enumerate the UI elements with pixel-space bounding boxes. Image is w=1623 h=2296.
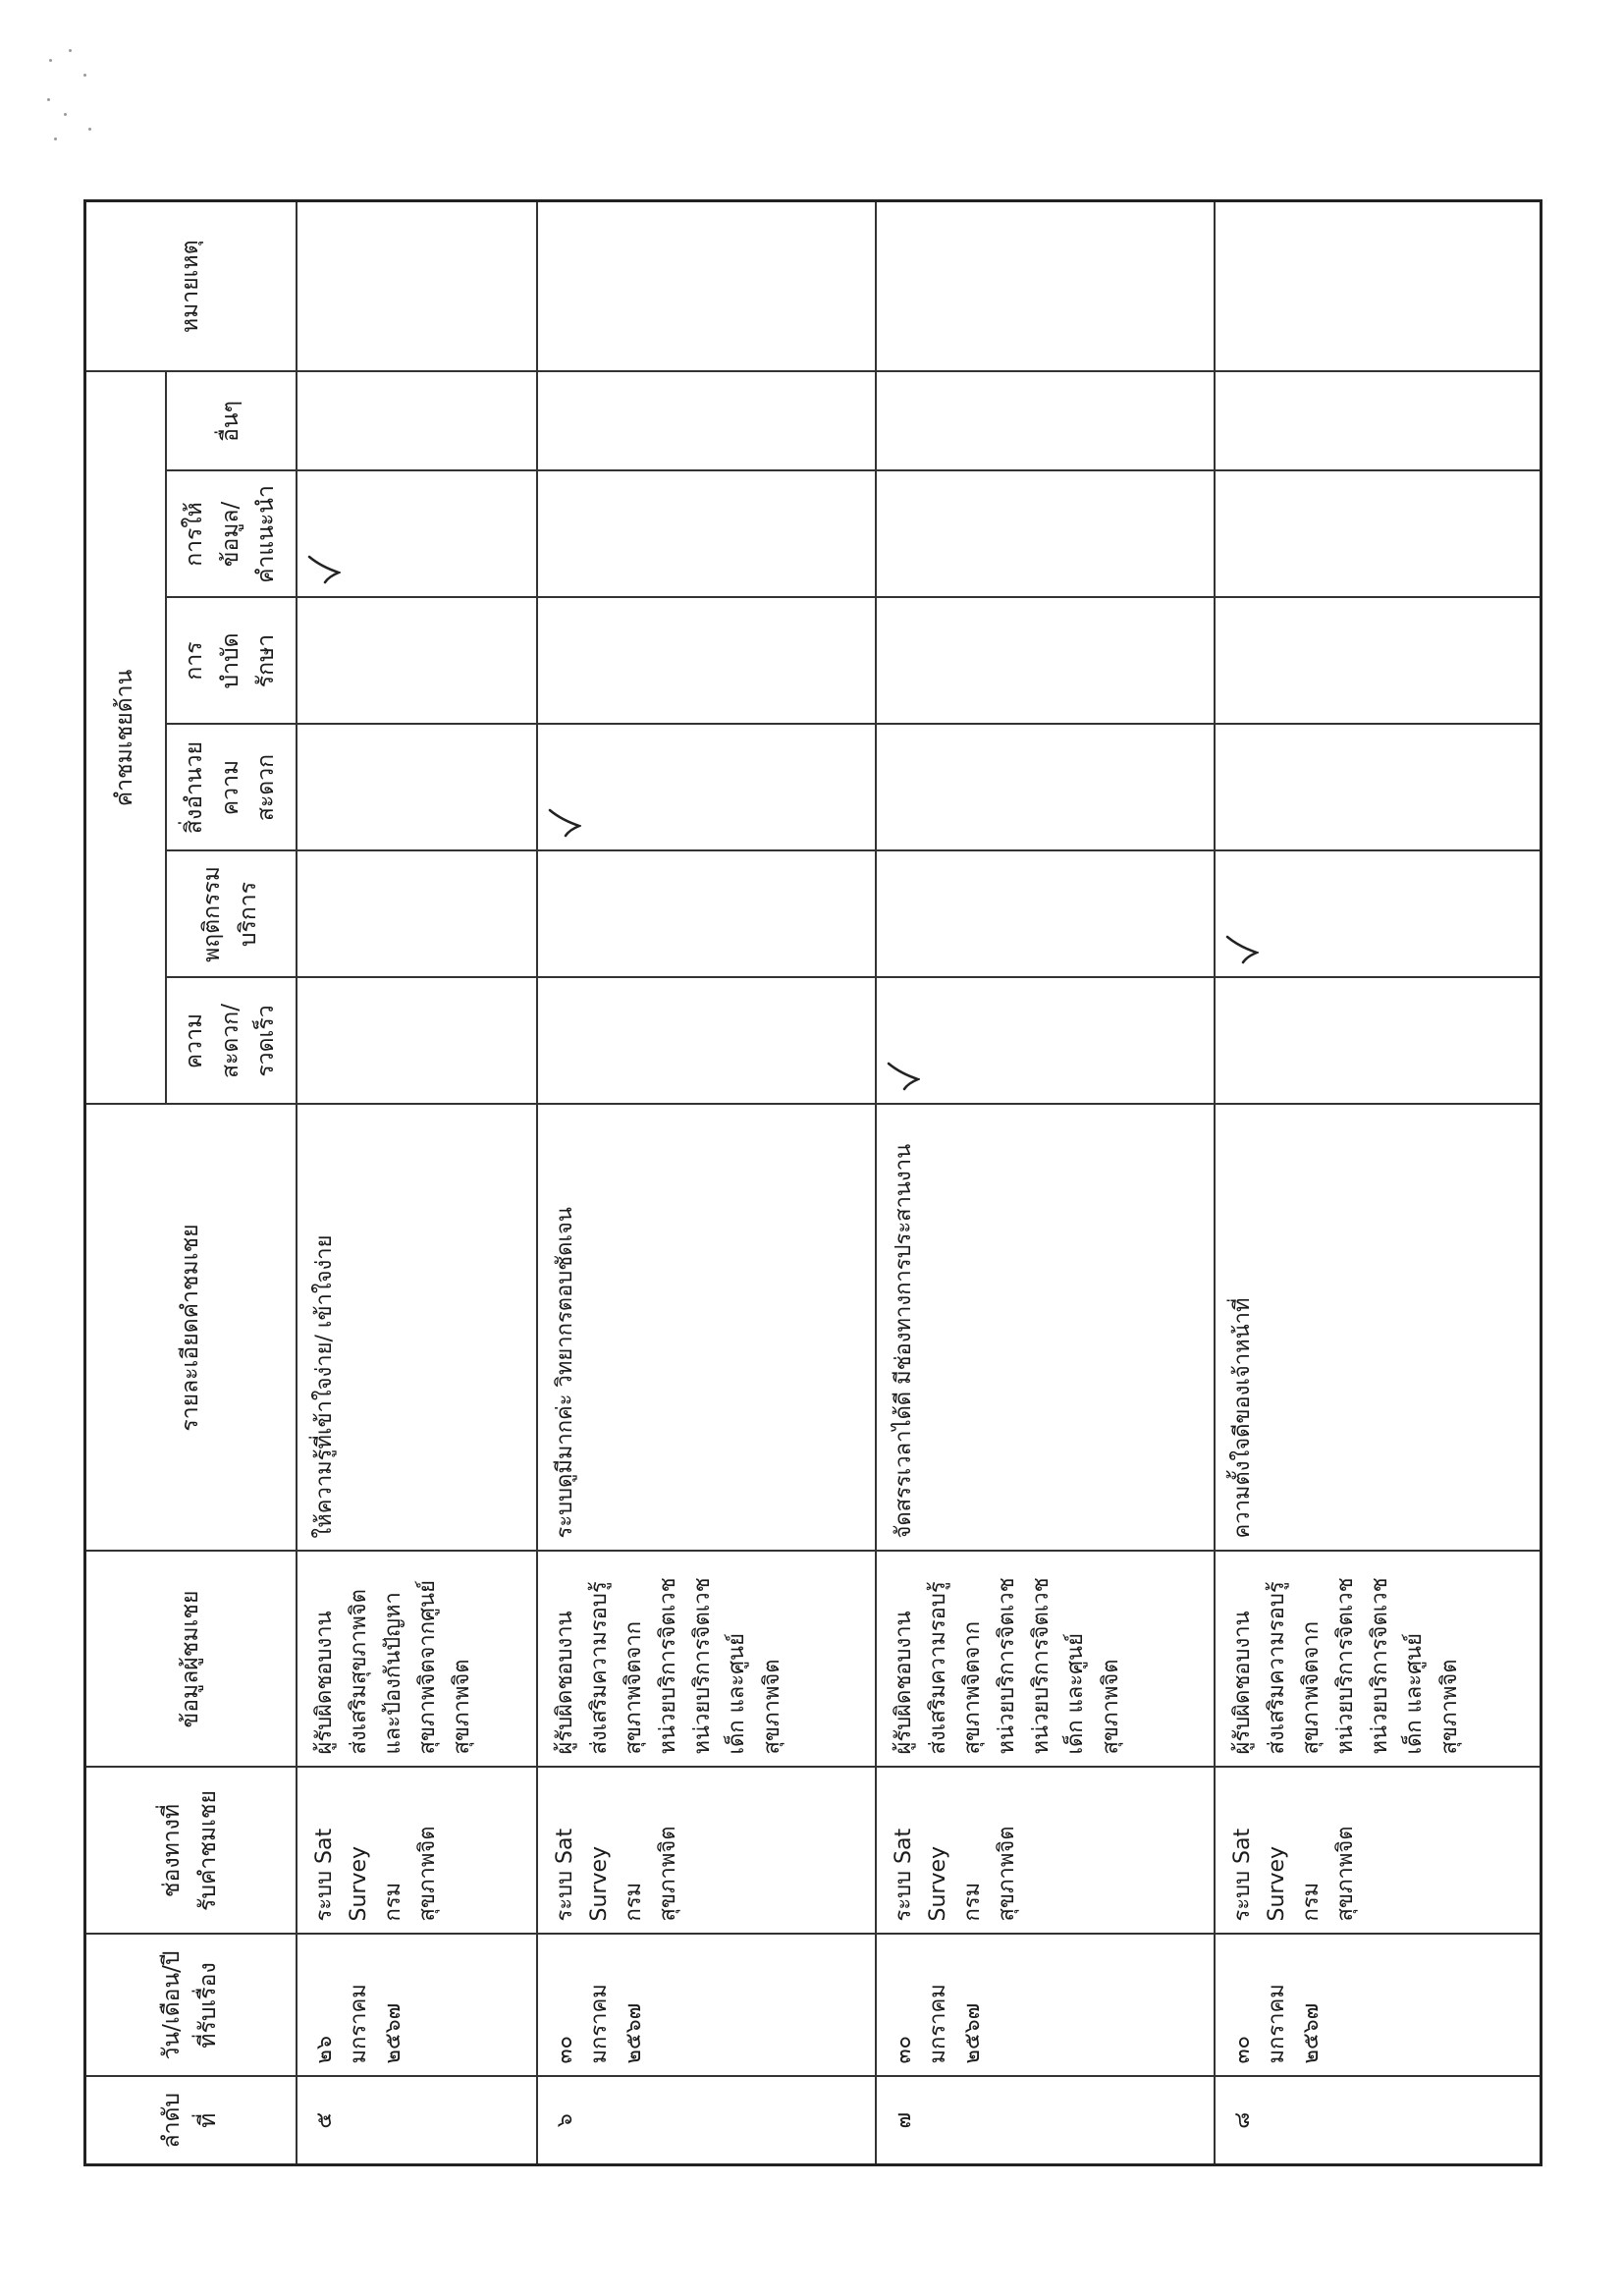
check-cell [1215, 851, 1542, 978]
check-cell [876, 471, 1215, 598]
check-cell [1215, 371, 1542, 470]
check-cell [297, 978, 537, 1105]
check-cell [1215, 978, 1542, 1105]
row-detail: ความตั้งใจดีของเจ้าหน้าที่ [1215, 1105, 1542, 1552]
compliment-table [83, 199, 1542, 2166]
row-number: ๕ [297, 2077, 537, 2165]
row-remark [297, 200, 537, 371]
row-date: ๓๐ มกราคม ๒๕๖๗ [537, 1935, 876, 2077]
row-complimenter-info: ผู้รับผิดชอบงาน ส่งเสริมสุขภาพจิต และป้องกันปัญหา สุขภาพจิตจากศูนย์ สุขภาพจิต [297, 1552, 537, 1768]
checkmark-icon [548, 809, 581, 839]
table-row [537, 200, 876, 2164]
row-complimenter-info: ผู้รับผิดชอบงาน ส่งเสริมความรอบรู้ สุขภาพจิตจาก หน่วยบริการจิตเวช หน่วยบริการจิตเวช เด็ก และศูนย์ สุขภาพจิต [537, 1552, 876, 1768]
row-date: ๓๐ มกราคม ๒๕๖๗ [876, 1935, 1215, 2077]
header-sub-facilities: สิ่งอำนวย ความ สะดวก [166, 725, 297, 851]
check-cell [537, 471, 876, 598]
row-remark [876, 200, 1215, 371]
checkmark-icon [887, 1063, 920, 1092]
check-cell [537, 978, 876, 1105]
table-row [876, 200, 1215, 2164]
row-number: ๗ [876, 2077, 1215, 2165]
header-channel: ช่องทางที่ รับคำชมเชย [85, 1768, 297, 1935]
checkmark-icon [307, 556, 341, 585]
check-cell [297, 851, 537, 978]
check-cell [297, 471, 537, 598]
row-detail: ให้ความรู้ที่เข้าใจง่าย/ เข้าใจง่าย [297, 1105, 537, 1552]
check-cell [876, 851, 1215, 978]
check-cell [297, 371, 537, 470]
row-complimenter-info: ผู้รับผิดชอบงาน ส่งเสริมความรอบรู้ สุขภาพจิตจาก หน่วยบริการจิตเวช หน่วยบริการจิตเวช เด็ก และศูนย์ สุขภาพจิต [1215, 1552, 1542, 1768]
header-sub-convenience: ความ สะดวก/ รวดเร็ว [166, 978, 297, 1105]
row-remark [537, 200, 876, 371]
check-cell [537, 371, 876, 470]
header-compliment-group: คำชมเชยด้าน [85, 371, 166, 1104]
row-channel: ระบบ Sat Survey กรม สุขภาพจิต [297, 1768, 537, 1935]
check-cell [297, 598, 537, 725]
row-remark [1215, 200, 1542, 371]
header-detail: รายละเอียดคำชมเชย [85, 1105, 297, 1552]
row-number: ๘ [1215, 2077, 1542, 2165]
table-row [297, 200, 537, 2164]
rotated-table-wrapper [83, 202, 1525, 2166]
header-info: ข้อมูลผู้ชมเชย [85, 1552, 297, 1768]
check-cell [537, 598, 876, 725]
row-date: ๓๐ มกราคม ๒๕๖๗ [1215, 1935, 1542, 2077]
header-sub-treatment: การ บำบัดรักษา [166, 598, 297, 725]
row-date: ๒๖ มกราคม ๒๕๖๗ [297, 1935, 537, 2077]
header-sub-other: อื่นๆ [166, 371, 297, 470]
row-detail: จัดสรรเวลาได้ดี มีช่องทางการประสานงาน [876, 1105, 1215, 1552]
row-channel: ระบบ Sat Survey กรม สุขภาพจิต [876, 1768, 1215, 1935]
header-remark: หมายเหตุ [85, 200, 297, 371]
header-sub-service-behavior: พฤติกรรม บริการ [166, 851, 297, 978]
scan-specks [39, 39, 108, 147]
check-cell [297, 725, 537, 851]
check-cell [876, 978, 1215, 1105]
check-cell [537, 851, 876, 978]
row-channel: ระบบ Sat Survey กรม สุขภาพจิต [537, 1768, 876, 1935]
header-no: ลำดับ ที่ [85, 2077, 297, 2165]
row-number: ๖ [537, 2077, 876, 2165]
check-cell [876, 598, 1215, 725]
row-detail: ระบบดูมีมากค่ะ วิทยากรตอบชัดเจน [537, 1105, 876, 1552]
check-cell [537, 725, 876, 851]
check-cell [876, 725, 1215, 851]
checkmark-icon [1225, 936, 1259, 965]
check-cell [1215, 725, 1542, 851]
row-complimenter-info: ผู้รับผิดชอบงาน ส่งเสริมความรอบรู้ สุขภาพจิตจาก หน่วยบริการจิตเวช หน่วยบริการจิตเวช เด็ก และศูนย์ สุขภาพจิต [876, 1552, 1215, 1768]
header-date: วัน/เดือน/ปี ที่รับเรื่อง [85, 1935, 297, 2077]
row-channel: ระบบ Sat Survey กรม สุขภาพจิต [1215, 1768, 1542, 1935]
check-cell [876, 371, 1215, 470]
header-sub-information: การให้ ข้อมูล/ คำแนะนำ [166, 471, 297, 598]
check-cell [1215, 471, 1542, 598]
table-row [1215, 200, 1542, 2164]
check-cell [1215, 598, 1542, 725]
